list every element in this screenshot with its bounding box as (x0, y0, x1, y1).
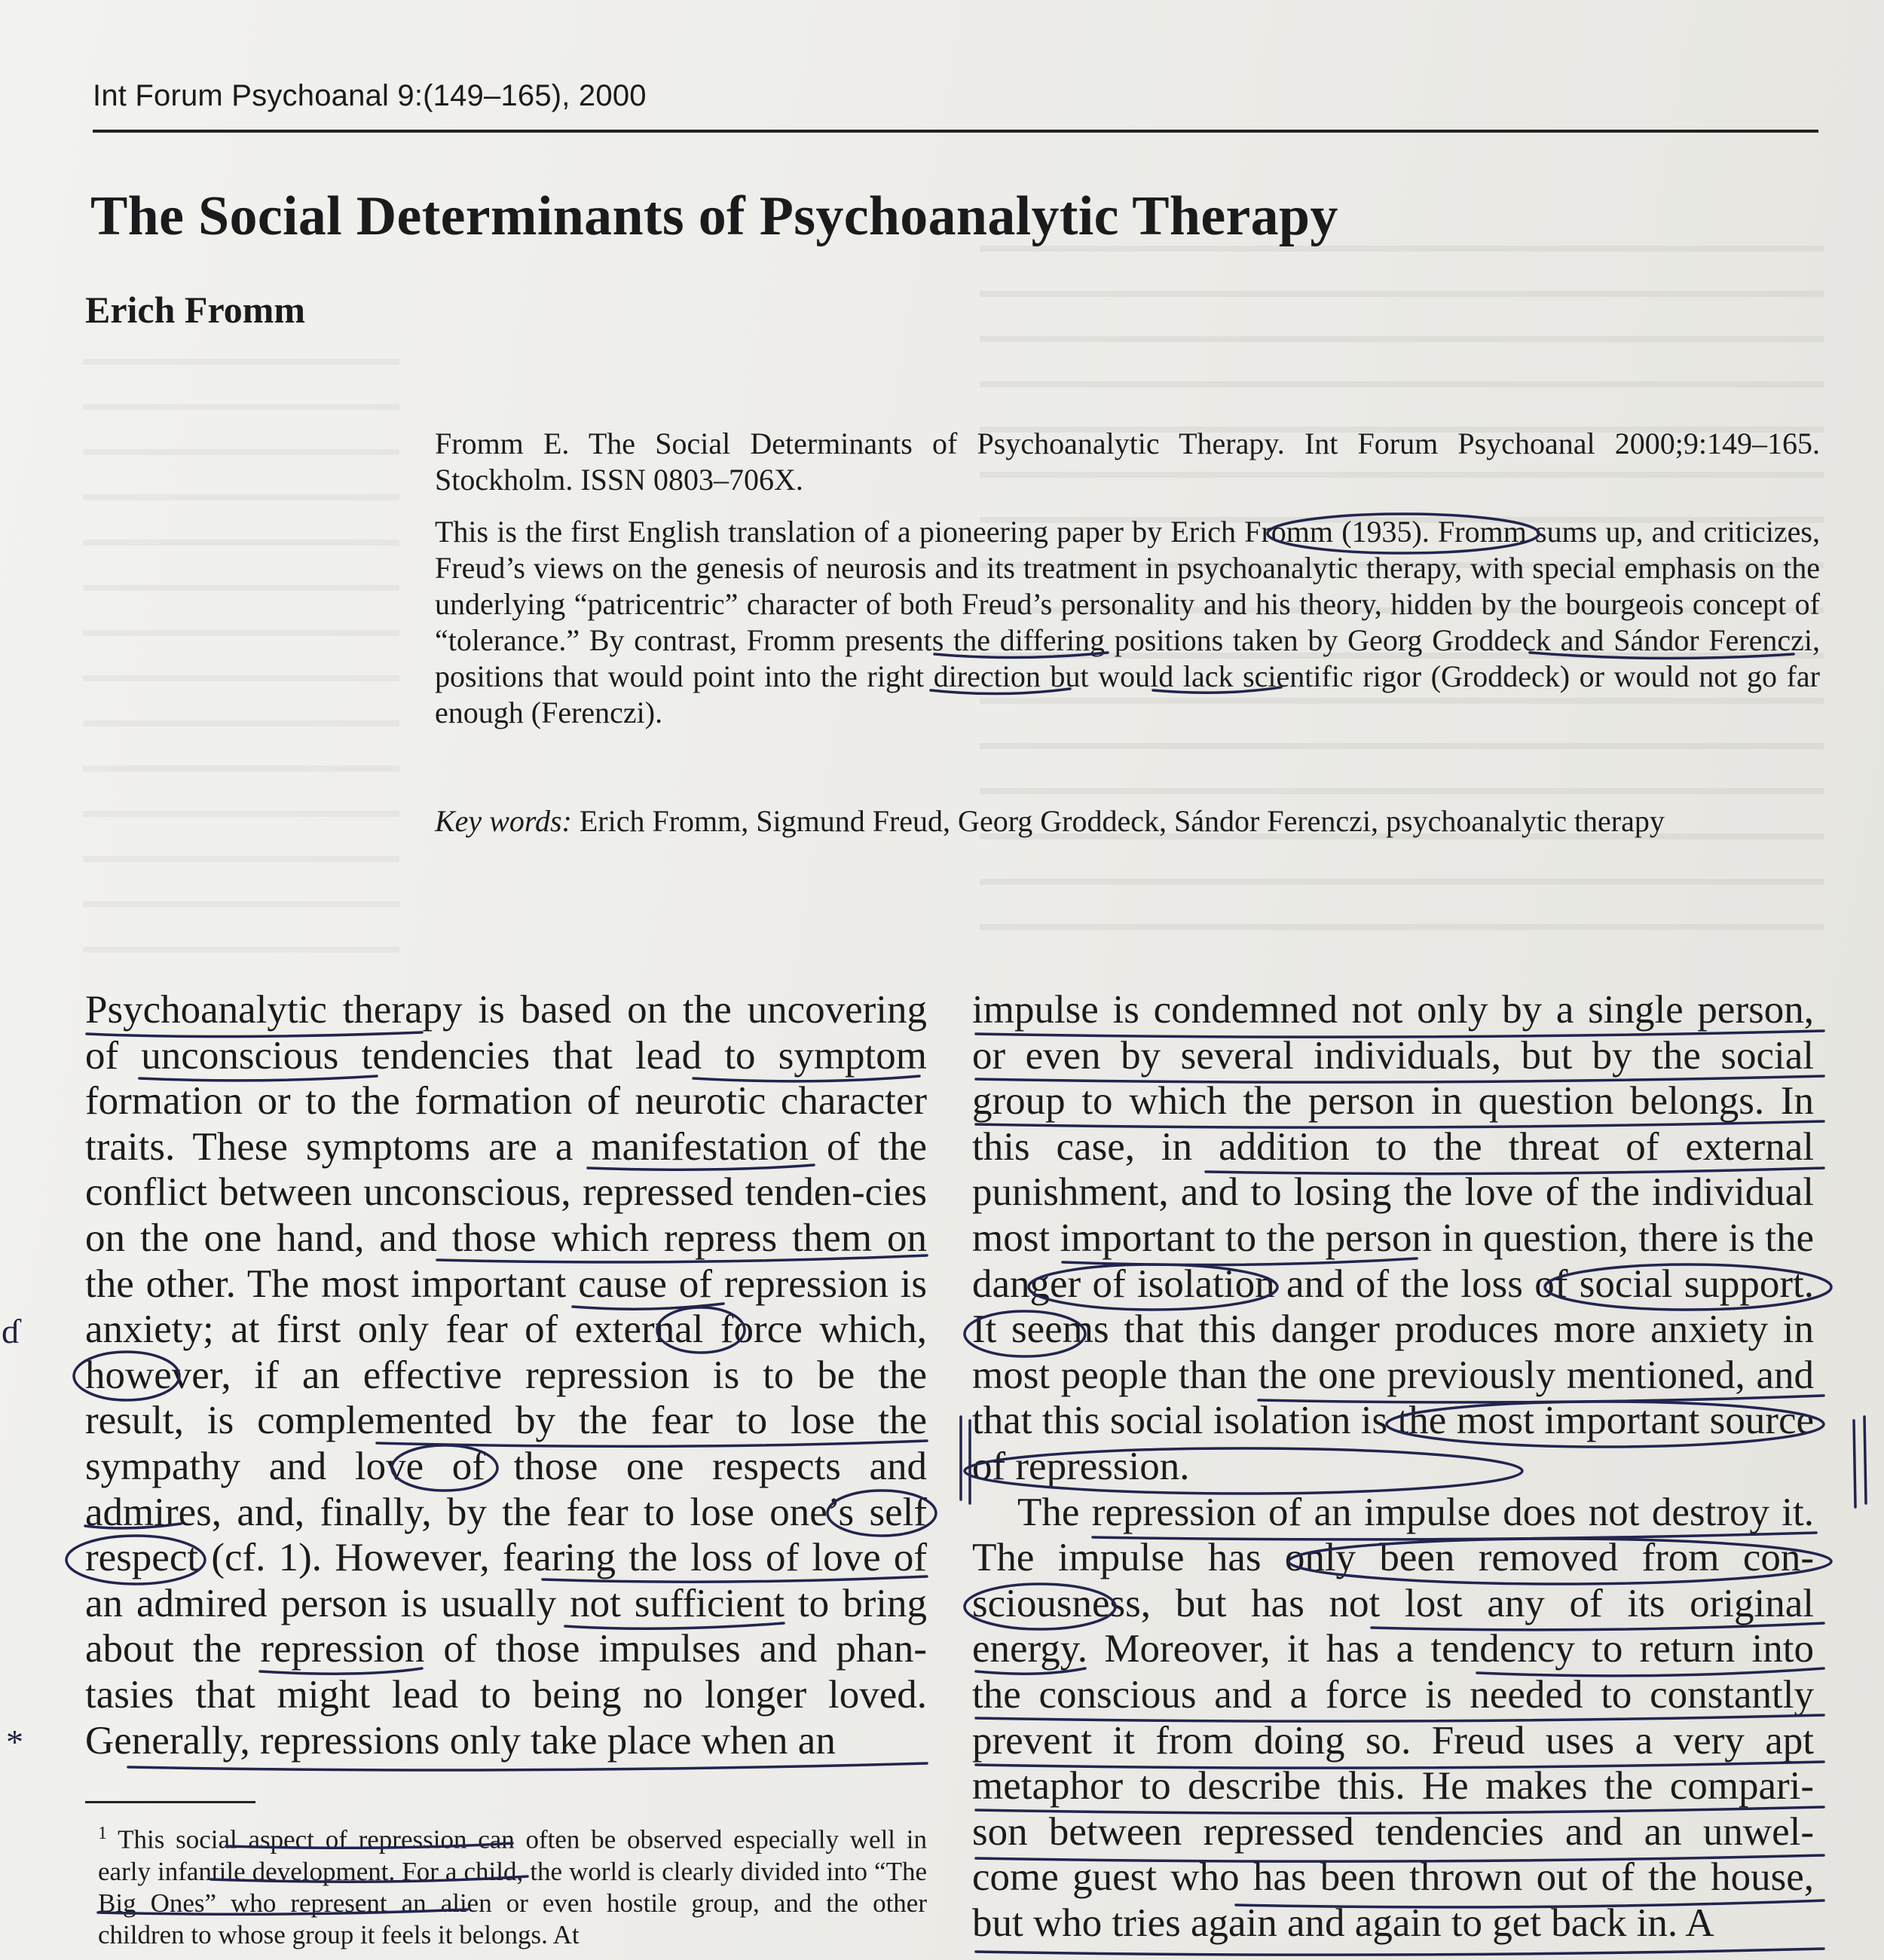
article-author: Erich Fromm (85, 289, 306, 331)
ink-underline-right-16 (976, 1949, 1824, 1955)
body-left-column: Psychoanalytic therapy is based on the uncovering of unconscious tendencies that lead to symptom formation or to the formation of neurotic character traits. These symptoms are a manifestation of the conflict between unconscious, repressed tenden-cies on the one hand, and those which repress them on the other. The most important cause of repression is anxiety; at first only fear of external force which, however, if an effective repression is to be the result, is complemented by the fear to lose the sympathy and love of those one respects and admires, and, finally, by the fear to lose one’s self respect (cf. 1). However, fearing the loss of love of an admired person is usually not sufficient to bring about the repression of those impulses and phan-tasies that might lead to being no longer loved. Generally, repressions only take place when an (85, 988, 927, 1763)
ink-bracket-left (961, 1417, 970, 1503)
footnote-text: This social aspect of repression can often be observed especially well in early infantile development. For a child, the world is clearly divided into “The Big Ones” who represent an alien or even hostile group, and the other children to whose group it feels it belongs. At (98, 1824, 927, 1949)
abstract-citation: Fromm E. The Social Determinants of Psychoanalytic Therapy. Int Forum Psychoanal 2000;9:149–165. Stockholm. ISSN 0803–706X. (435, 427, 1820, 497)
keywords-label: Key words: (435, 804, 572, 838)
body-right-column (972, 987, 1814, 1946)
keywords-list: Erich Fromm, Sigmund Freud, Georg Groddeck, Sándor Ferenczi, psychoanalytic therapy (579, 804, 1665, 838)
ink-underline-left-12 (128, 1763, 927, 1770)
margin-tick-mark: ɗ (2, 1312, 19, 1350)
footnote (98, 1818, 927, 1951)
abstract-summary: This is the first English translation of a pioneering paper by Erich Fromm (1935). Fromm sums up, and criticizes, Freud’s views on the genesis of neurosis and its treatment in psychoanalytic therapy, with special emphasis on the underlying “patricentric” character of both Freud’s personality and his theory, hidden by the bourgeois concept of “tolerance.” By contrast, Fromm presents the differing positions taken by Georg Groddeck and Sándor Ferenczi, positions that would point into the right direction but would lack scientific rigor (Groddeck) or would not go far enough (Ferenczi). (435, 515, 1820, 729)
header-rule (93, 130, 1818, 133)
body-right-paragraph-2: The repression of an impulse does not destroy it. The impulse has only been removed from con-sciousness, but has not lost any of its original energy. Moreover, it has a tendency to return into the conscious and a force is needed to constantly prevent it from doing so. Freud uses a very apt metaphor to describe this. He makes the compari-son between repressed tendencies and an unwel-come guest who has been thrown out of the house, but who tries again and again to get back in. A (972, 1490, 1814, 1945)
facing-page-show-through-left (83, 249, 399, 965)
article-title: The Social Determinants of Psychoanalytic Therapy (90, 185, 1338, 247)
ink-bracket-right (1854, 1417, 1866, 1507)
footnote-marker: 1 (98, 1824, 107, 1843)
keywords (435, 803, 1820, 839)
running-head: Int Forum Psychoanal 9:(149–165), 2000 (93, 79, 647, 112)
body-right-paragraph-1: impulse is condemned not only by a single person, or even by several individuals, but by the social group to which the person in question belongs. In this case, in addition to the threat of external punishment, and to losing the love of the individual most important to the person in question, there is the danger of isolation and of the loss of social support. It seems that this danger produces more anxiety in most people than the one previously mentioned, and that this social isolation is the most important source of repression. (972, 988, 1814, 1488)
margin-star-mark: * (6, 1723, 23, 1761)
footnote-rule (85, 1801, 255, 1803)
